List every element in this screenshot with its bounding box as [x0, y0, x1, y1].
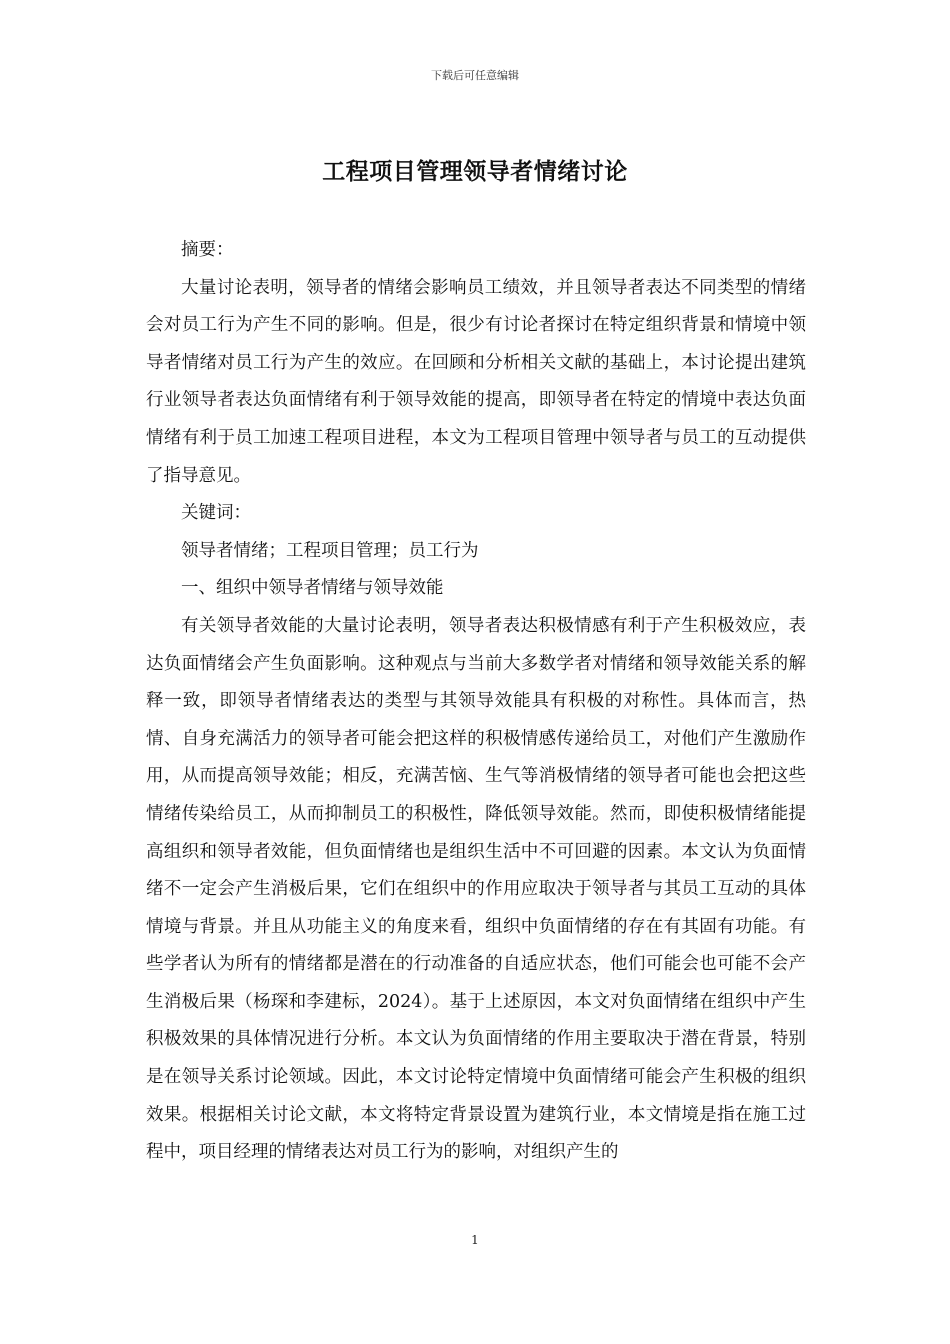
section-paragraph: 有关领导者效能的大量讨论表明，领导者表达积极情感有利于产生积极效应，表达负面情绪会产生负面影响。这种观点与当前大多数学者对情绪和领导效能关系的解释一致，即领导者情绪表达的类型与其领导效能具有积极的对称性。具体而言，热情、自身充满活力的领导者可能会把这样的积极情感传递给员工，对他们产生激励作用，从而提高领导效能；相反，充满苦恼、生气等消极情绪的领导者可能也会把这些情绪传染给员工，从而抑制员工的积极性，降低领导效能。然而，即使积极情绪能提高组织和领导者效能，但负面情绪也是组织生活中不可回避的因素。本文认为负面情绪不一定会产生消极后果，它们在组织中的作用应取决于领导者与其员工互动的具体情境与背景。并且从功能主义的角度来看，组织中负面情绪的存在有其固有功能。有些学者认为所有的情绪都是潜在的行动准备的自适应状态，他们可能会也可能不会产生消极后果（杨琛和李建标，2024）。基于上述原因，本文对负面情绪在组织中产生积极效果的具体情况进行分析。本文认为负面情绪的作用主要取决于潜在背景，特别是在领导关系讨论领域。因此，本文讨论特定情境中负面情绪可能会产生积极的组织效果。根据相关讨论文献，本文将特定背景设置为建筑行业，本文情境是指在施工过程中，项目经理的情绪表达对员工行为的影响，对组织产生的 [146, 615, 806, 1163]
section-heading: 一、组织中领导者情绪与领导效能 [181, 578, 444, 599]
page-number: 1 [471, 1233, 479, 1247]
keywords-paragraph: 领导者情绪；工程项目管理；员工行为 [181, 540, 479, 561]
keywords-label: 关键词： [181, 503, 251, 524]
page-header: 下载后可任意编辑 [431, 69, 519, 82]
document-body [146, 232, 806, 1172]
abstract-paragraph: 大量讨论表明，领导者的情绪会影响员工绩效，并且领导者表达不同类型的情绪会对员工行为产生不同的影响。但是，很少有讨论者探讨在特定组织背景和情境中领导者情绪对员工行为产生的效应。在回顾和分析相关文献的基础上，本讨论提出建筑行业领导者表达负面情绪有利于领导效能的提高，即领导者在特定的情境中表达负面情绪有利于员工加速工程项目进程，本文为工程项目管理中领导者与员工的互动提供了指导意见。 [146, 277, 806, 486]
document-title: 工程项目管理领导者情绪讨论 [322, 159, 628, 185]
abstract-label: 摘要： [181, 240, 234, 260]
